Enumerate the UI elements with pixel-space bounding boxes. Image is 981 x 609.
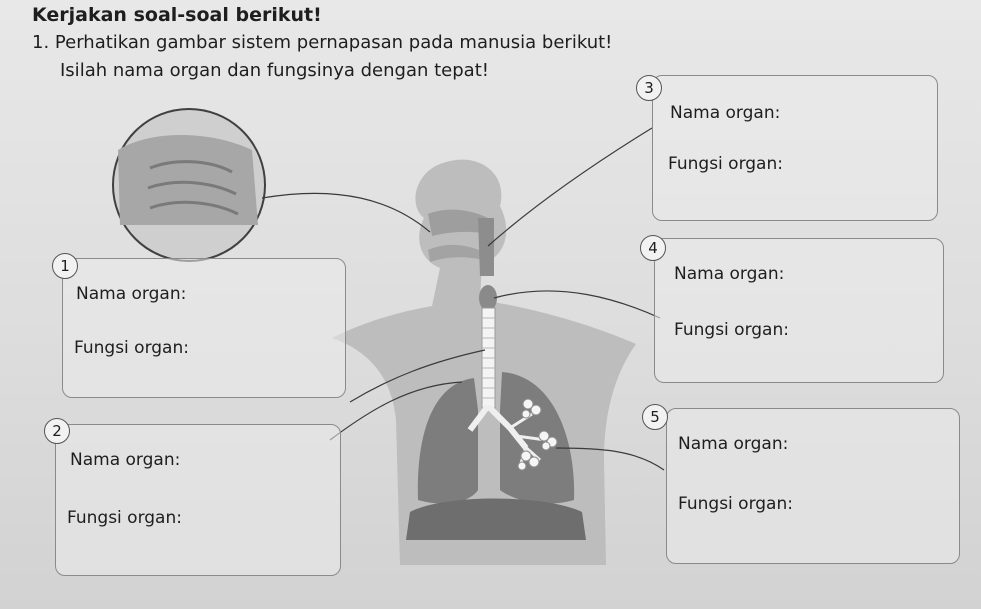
box-3-function-label: Fungsi organ: [668,154,783,174]
box-number-2: 2 [44,418,70,444]
question-text: Perhatikan gambar sistem pernapasan pada manusia berikut! [54,32,613,53]
box-3-organ-label: Nama organ: [670,103,781,123]
box-5-organ-label: Nama organ: [678,434,789,454]
box-number-1: 1 [52,253,78,279]
question-instruction: Isilah nama organ dan fungsinya dengan tepat! [60,60,489,81]
page-heading: Kerjakan soal-soal berikut! [32,4,322,26]
box-number-3: 3 [636,75,662,101]
box-1-function-label: Fungsi organ: [74,338,189,358]
box-1-organ-label: Nama organ: [76,284,187,304]
box-number-4: 4 [640,235,666,261]
box-4-function-label: Fungsi organ: [674,320,789,340]
pharynx [478,218,494,276]
box-5-function-label: Fungsi organ: [678,494,793,514]
answer-box-3 [652,75,938,221]
leader-line-1 [262,193,430,232]
leader-line-3 [488,128,652,246]
box-4-organ-label: Nama organ: [674,264,785,284]
box-2-function-label: Fungsi organ: [67,508,182,528]
box-2-organ-label: Nama organ: [70,450,181,470]
question-number: 1. [32,32,50,53]
answer-box-5 [666,408,960,564]
answer-box-2 [55,424,341,576]
answer-box-4 [654,238,944,383]
box-number-5: 5 [642,404,668,430]
zoom-nasal-section [118,135,258,225]
diaphragm [406,499,586,541]
answer-box-1 [62,258,346,398]
